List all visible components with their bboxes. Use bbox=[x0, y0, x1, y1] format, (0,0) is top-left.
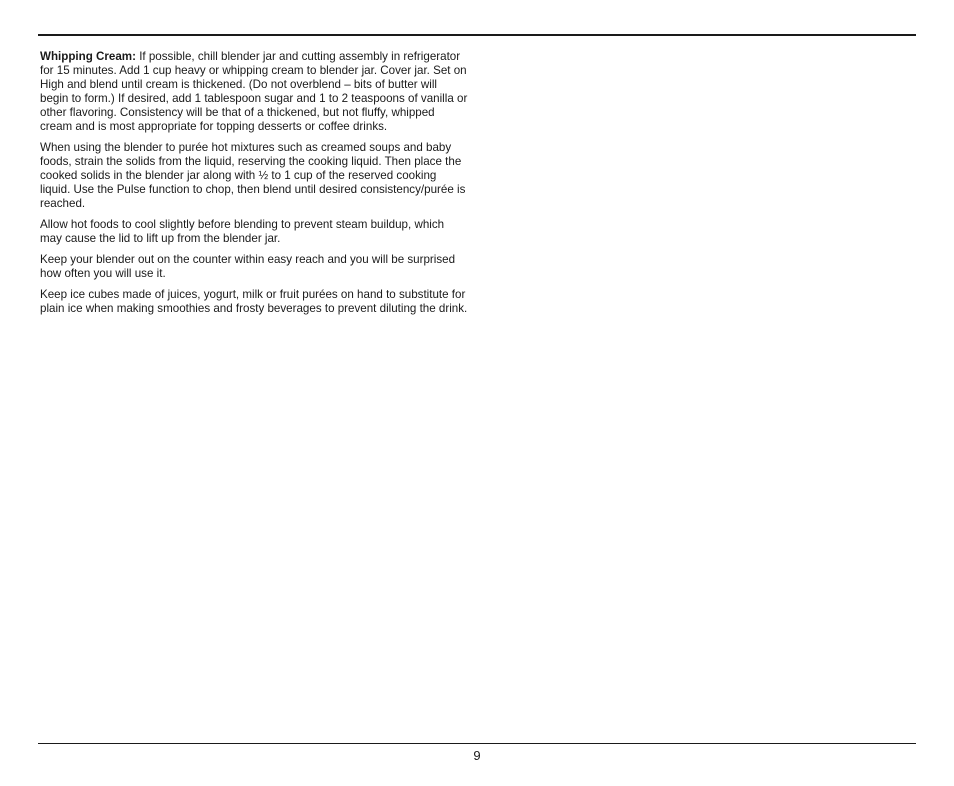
paragraph-ice-cubes: Keep ice cubes made of juices, yogurt, milk or fruit purées on hand to substitute for plain ice when making smoothies and frosty beverages to prevent diluting the drink. bbox=[40, 288, 468, 315]
bottom-divider bbox=[38, 743, 916, 744]
paragraph-body: If possible, chill blender jar and cutting assembly in refrigerator for 15 minutes. Add 1 cup heavy or whipping cream to blender jar. Cover jar. Set on High and blend until cream is thickened. (Do not overblend – bits of butter will begin to form.) If desired, add 1 tablespoon sugar and 1 to 2 teaspoons of vanilla or other flavoring. Consistency will be that of a thickened, but not fluffy, whipped cream and is most appropriate for topping desserts or coffee drinks. bbox=[40, 50, 468, 133]
paragraph-lead-heading: Whipping Cream: bbox=[40, 50, 136, 63]
paragraph-whipping-cream bbox=[40, 50, 468, 134]
paragraph-cool-hot-foods: Allow hot foods to cool slightly before blending to prevent steam buildup, which may cause the lid to lift up from the blender jar. bbox=[40, 218, 445, 245]
paragraph-keep-on-counter: Keep your blender out on the counter within easy reach and you will be surprised how often you will use it. bbox=[40, 253, 456, 280]
paragraph-hot-puree: When using the blender to purée hot mixtures such as creamed soups and baby foods, strain the solids from the liquid, reserving the cooking liquid. Then place the cooked solids in the blender jar along with ½ to 1 cup of the reserved cooking liquid. Use the Pulse function to chop, then blend until desired consistency/purée is reached. bbox=[40, 141, 466, 210]
tips-text-block bbox=[40, 50, 468, 323]
top-divider bbox=[38, 34, 916, 36]
page-number: 9 bbox=[473, 748, 481, 763]
